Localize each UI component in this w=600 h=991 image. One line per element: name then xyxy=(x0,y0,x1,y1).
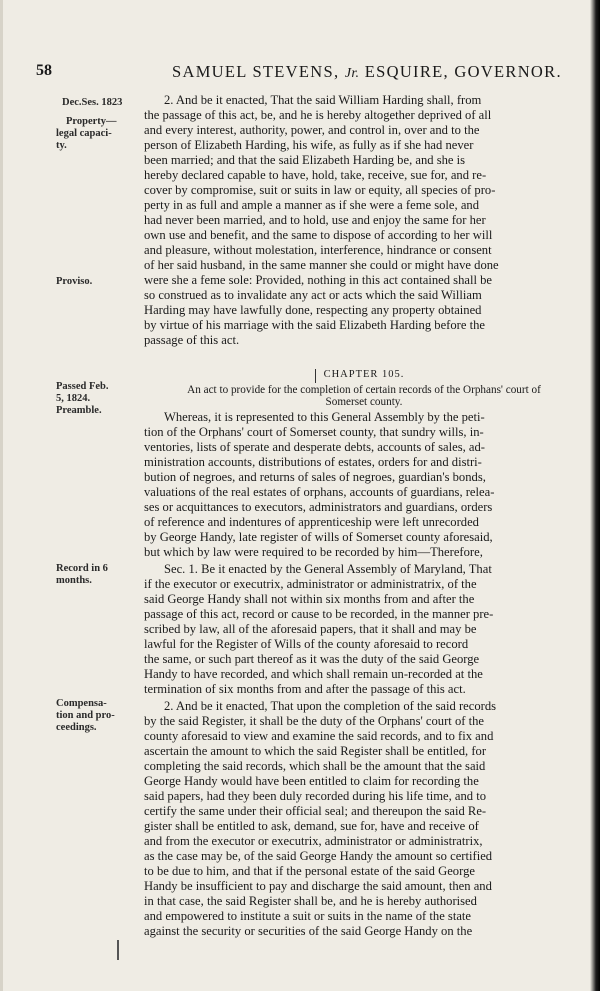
page-number: 58 xyxy=(36,62,52,79)
body-line: if the executor or executrix, administrator or administratrix, of the xyxy=(144,577,477,591)
margin-preamble: Preamble. xyxy=(56,405,102,416)
margin-passed-1: Passed Feb. xyxy=(56,381,109,392)
body-line: perty in as full and ample a manner as if she were a feme sole, and xyxy=(144,198,480,212)
body-line: own use and benefit, and the same to dispose of according to her will xyxy=(144,228,493,242)
body-line: said papers, had they been duly recorded during his life time, and to xyxy=(144,789,487,803)
page-header xyxy=(36,62,582,86)
body-line: ventories, lists of sperate and desperate debts, accounts of sales, ad- xyxy=(144,440,485,454)
body-line: said George Handy shall not within six months from and after the xyxy=(144,592,475,606)
body-line: county aforesaid to view and examine the said records, and to fix and xyxy=(144,729,494,743)
body-line: Whereas, it is represented to this General Assembly by the peti- xyxy=(164,410,485,424)
margin-proviso: Proviso. xyxy=(56,276,93,287)
body-line: ascertain the amount to which the said Register shall be entitled, for xyxy=(144,744,487,758)
body-line: the same, or such part thereof as it was the duty of the said George xyxy=(144,652,480,666)
body-line: had never been married, and to hold, use and enjoy the same for her xyxy=(144,213,486,227)
running-head-jr: Jr. xyxy=(344,66,360,81)
body-line: cover by compromise, suit or suits in law or equity, all species of pro- xyxy=(144,183,496,197)
book-spine-shadow xyxy=(590,0,600,991)
page-edge xyxy=(0,0,3,991)
margin-rule-mark xyxy=(117,940,119,960)
margin-property-2: legal capaci- xyxy=(56,128,112,139)
body-line: termination of six months from and after the passage of this act. xyxy=(144,682,466,696)
body-line: and empowered to institute a suit or suits in the name of the state xyxy=(144,909,472,923)
body-line: by virtue of his marriage with the said Elizabeth Harding before the xyxy=(144,318,485,332)
body-line: but which by law were required to be recorded by him—Therefore, xyxy=(144,545,483,559)
running-head-post: ESQUIRE, GOVERNOR. xyxy=(359,62,562,81)
body-line: person of Elizabeth Harding, his wife, as fully as if she had never xyxy=(144,138,474,152)
body-line: certify the same under their official seal; and thereupon the said Re- xyxy=(144,804,487,818)
body-line: George Handy would have been entitled to claim for recording the xyxy=(144,774,479,788)
body-line: valuations of the real estates of orphans, accounts of guardians, relea- xyxy=(144,485,495,499)
body-line: scribed by law, all of the aforesaid papers, that it shall and may be xyxy=(144,622,477,636)
margin-record-2: months. xyxy=(56,575,92,586)
margin-session-date: Dec.Ses. 1823 xyxy=(62,97,123,108)
body-line: by the said Register, it shall be the duty of the Orphans' court of the xyxy=(144,714,484,728)
margin-property-1: Property— xyxy=(66,116,117,127)
act-title-county: Somerset county. xyxy=(325,396,403,408)
body-line: ses or acquittances to executors, administrators and guardians, orders xyxy=(144,500,493,514)
body-line: as the case may be, of the said George Handy the amount so certified xyxy=(144,849,493,863)
body-line: the passage of this act, be, and he is hereby altogether deprived of all xyxy=(144,108,492,122)
body-line: of her said husband, in the same manner she could or might have done xyxy=(144,258,499,272)
running-head-pre: SAMUEL STEVENS, xyxy=(172,62,345,81)
body-line: gister shall be entitled to ask, demand, sue for, have and receive of xyxy=(144,819,479,833)
chapter-heading: CHAPTER 105. xyxy=(323,369,405,380)
margin-record-1: Record in 6 xyxy=(56,563,108,574)
body-line: in that case, the said Register shall be, and he is hereby authorised xyxy=(144,894,477,908)
margin-passed-2: 5, 1824. xyxy=(56,393,91,404)
running-head xyxy=(172,62,562,82)
body-line: ministration accounts, distributions of estates, orders for and distri- xyxy=(144,455,482,469)
margin-compensation-2: tion and pro- xyxy=(56,710,115,721)
margin-compensation-3: ceedings. xyxy=(56,722,97,733)
act-title: An act to provide for the completion of certain records of the Orphans' court of xyxy=(187,384,541,396)
body-line: were she a feme sole: Provided, nothing in this act contained shall be xyxy=(144,273,492,287)
body-line: 2. And be it enacted, That upon the completion of the said records xyxy=(164,699,497,713)
body-line: lawful for the Register of Wills of the county aforesaid to record xyxy=(144,637,469,651)
body-line: to be due to him, and that if the personal estate of the said George xyxy=(144,864,475,878)
body-line: Handy be insufficient to pay and discharge the said amount, then and xyxy=(144,879,492,893)
body-line: and from the executor or executrix, administrator or administratrix, xyxy=(144,834,483,848)
margin-property-3: ty. xyxy=(56,140,67,151)
body-line: Handy to have recorded, and which shall remain un-recorded at the xyxy=(144,667,483,681)
body-line: completing the said records, which shall be the amount that the said xyxy=(144,759,486,773)
body-line: hereby declared capable to have, hold, take, receive, sue for, and re- xyxy=(144,168,487,182)
body-line: passage of this act, record or cause to be recorded, in the manner pre- xyxy=(144,607,494,621)
body-line: bution of negroes, and returns of sales of negroes, guardian's bonds, xyxy=(144,470,486,484)
body-line: Sec. 1. Be it enacted by the General Assembly of Maryland, That xyxy=(164,562,492,576)
body-line: been married; and that the said Elizabeth Harding be, and she is xyxy=(144,153,466,167)
body-line: 2. And be it enacted, That the said William Harding shall, from xyxy=(164,93,482,107)
body-line: passage of this act. xyxy=(144,333,240,347)
body-line: and every interest, authority, power, and control in, over and to the xyxy=(144,123,480,137)
body-line: Harding may have lawfully done, respecting any property obtained xyxy=(144,303,482,317)
body-line: so construed as to invalidate any act or acts which the said William xyxy=(144,288,482,302)
body-line: tion of the Orphans' court of Somerset county, that sundry wills, in- xyxy=(144,425,484,439)
margin-compensation-1: Compensa- xyxy=(56,698,107,709)
body-line: against the security or securities of the said George Handy on the xyxy=(144,924,473,938)
body-line: and pleasure, without molestation, interference, hindrance or consent xyxy=(144,243,492,257)
body-line: of reference and indentures of apprenticeship were left unrecorded xyxy=(144,515,479,529)
body-line: by George Handy, late register of wills of Somerset county aforesaid, xyxy=(144,530,493,544)
